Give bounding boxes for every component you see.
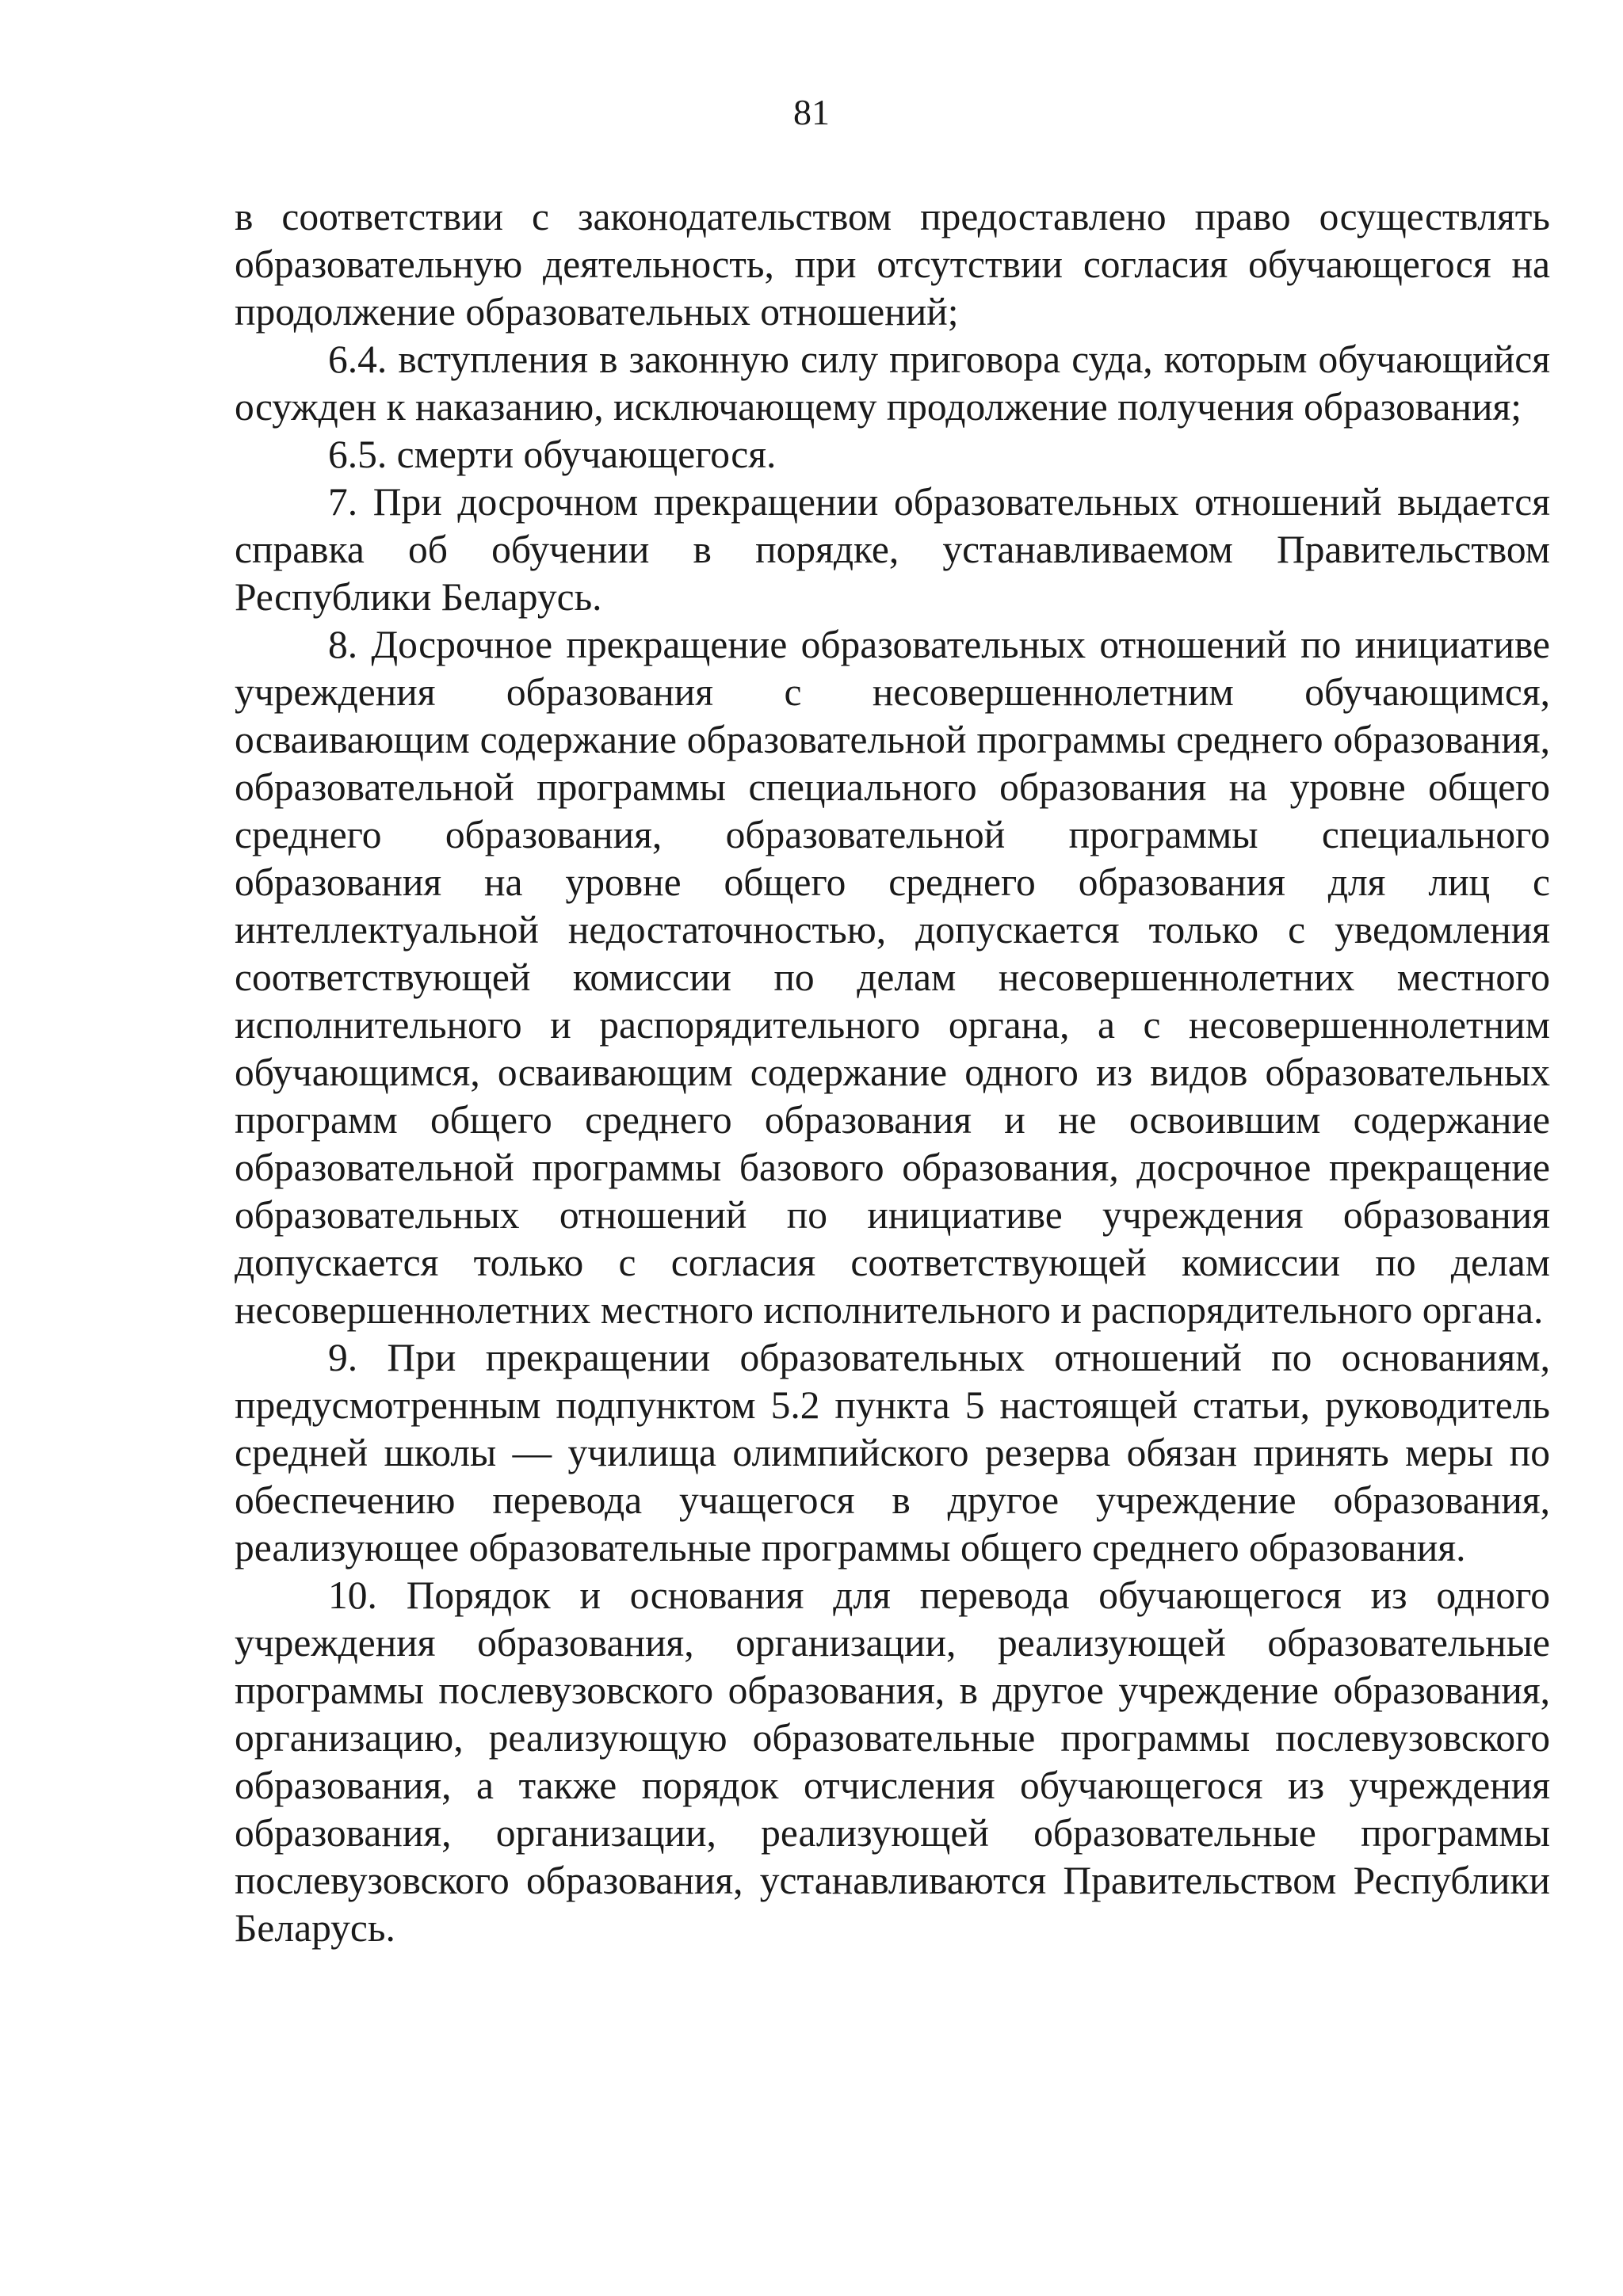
- paragraph-7: 7. При досрочном прекращении образовательных отношений выдается справка об обучении в порядке, устанавливаемом Правительством Республики Беларусь.: [235, 480, 1550, 619]
- paragraph-6-5: 6.5. смерти обучающегося.: [328, 433, 777, 476]
- page-number: 81: [793, 92, 830, 132]
- paragraph-continuation: в соответствии с законодательством предоставлено право осуществлять образовательную деятельность, при отсутствии согласия обучающегося на продолжение образовательных отношений;: [235, 195, 1550, 334]
- paragraph-8: 8. Досрочное прекращение образовательных отношений по инициативе учреждения образования с несовершеннолетним обучающимся, осваивающим содержание образовательной программы среднего образования, образовательной программы специального образования на уровне общего среднего образования, образовательной программы специального образования на уровне общего среднего образования для лиц с интеллектуальной недостаточностью, допускается только с уведомления соответствующей комиссии по делам несовершеннолетних местного исполнительного и распорядительного органа, а с несовершеннолетним обучающимся, осваивающим содержание одного из видов образовательных программ общего среднего образования и не освоившим содержание образовательной программы базового образования, досрочное прекращение образовательных отношений по инициативе учреждения образования допускается только с согласия соответствующей комиссии по делам несовершеннолетних местного исполнительного и распорядительного органа.: [235, 623, 1550, 1332]
- paragraph-10: 10. Порядок и основания для перевода обучающегося из одного учреждения образования, организации, реализующей образовательные программы послевузовского образования, в другое учреждение образования, организацию, реализующую образовательные программы послевузовского образования, а также порядок отчисления обучающегося из учреждения образования, организации, реализующей образовательные программы послевузовского образования, устанавливаются Правительством Республики Беларусь.: [235, 1573, 1550, 1950]
- paragraph-6-4: 6.4. вступления в законную силу приговора суда, которым обучающийся осужден к наказанию, исключающему продолжение получения образования;: [235, 338, 1550, 429]
- document-body: [235, 193, 1550, 1952]
- paragraph-9: 9. При прекращении образовательных отношений по основаниям, предусмотренным подпунктом 5.2 пункта 5 настоящей статьи, руководитель средней школы — училища олимпийского резерва обязан принять меры по обеспечению перевода учащегося в другое учреждение образования, реализующее образовательные программы общего среднего образования.: [235, 1336, 1550, 1569]
